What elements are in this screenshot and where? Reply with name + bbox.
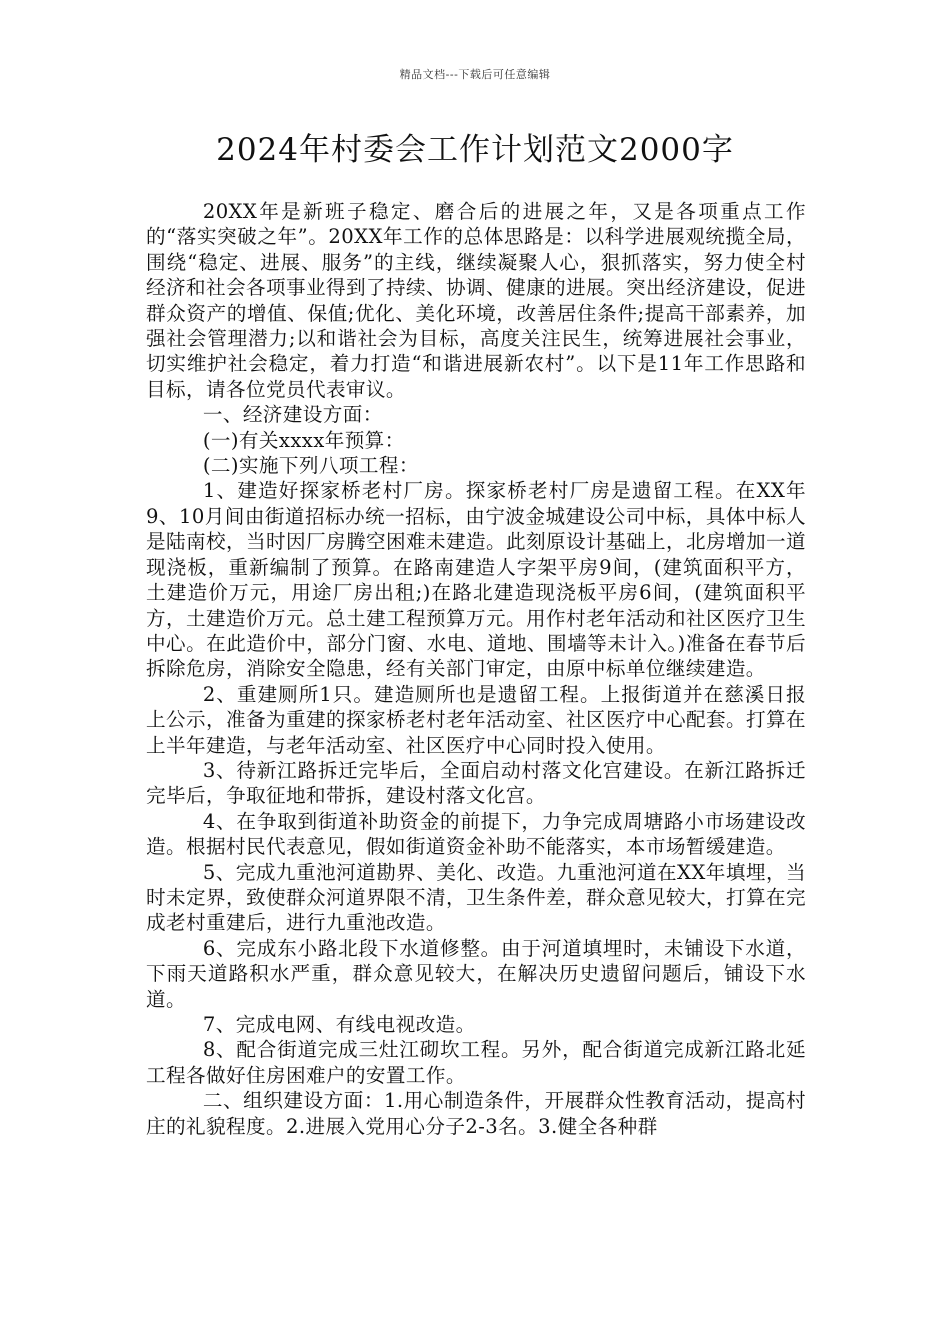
page-header-note: 精品文档---下载后可任意编辑 [399, 68, 551, 81]
paragraph-project-3: 3、待新江路拆迁完毕后，全面启动村落文化宫建设。在新江路拆迁完毕后，争取征地和带拆，建设村落文化宫。 [146, 758, 806, 808]
subheading-budget: (一)有关xxxx年预算： [202, 428, 405, 452]
paragraph-intro: 20XX年是新班子稳定、磨合后的进展之年，又是各项重点工作的“落实突破之年”。20XX年工作的总体思路是：以科学进展观统揽全局，围绕“稳定、进展、服务”的主线，继续凝聚人心，狠抓落实，努力使全村经济和社会各项事业得到了持续、协调、健康的进展。突出经济建设，促进群众资产的增值、保值;优化、美化环境，改善居住条件;提高干部素养，加强社会管理潜力;以和谐社会为目标，高度关注民生，统筹进展社会事业，切实维护社会稳定，着力打造“和谐进展新农村”。以下是11年工作思路和目标，请各位党员代表审议。 [146, 200, 806, 401]
document-title: 2024年村委会工作计划范文2000字 [216, 132, 734, 168]
paragraph-project-6: 6、完成东小路北段下水道修整。由于河道填埋时，未铺设下水道，下雨天道路积水严重，群众意见较大，在解决历史遗留问题后，铺设下水道。 [146, 936, 806, 1011]
section-heading-organization: 二、组织建设方面：1.用心制造条件，开展群众性教育活动，提高村庄的礼貌程度。2.进展入党用心分子2-3名。3.健全各种群 [146, 1089, 806, 1138]
paragraph-project-1: 1、建造好探家桥老村厂房。探家桥老村厂房是遗留工程。在XX年9、10月间由街道招标办统一招标，由宁波金城建设公司中标，具体中标人是陆南校，当时因厂房腾空困难未建造。此刻原设计基础上，北房增加一道现浇板，重新编制了预算。在路南建造人字架平房9间，(建筑面积平方，土建造价万元，用途厂房出租;)在路北建造现浇板平房6间，(建筑面积平方，土建造价万元。总土建工程预算万元。用作村老年活动和社区医疗卫生中心。在此造价中，部分门窗、水电、道地、围墙等未计入。)准备在春节后拆除危房，消除安全隐患，经有关部门审定，由原中标单位继续建造。 [146, 479, 806, 681]
paragraph-project-7: 7、完成电网、有线电视改造。 [202, 1013, 476, 1036]
document-body [146, 199, 806, 1139]
section-heading-economy: 一、经济建设方面： [202, 403, 383, 427]
paragraph-project-5: 5、完成九重池河道勘界、美化、改造。九重池河道在XX年填埋，当时未定界，致使群众河道界限不清，卫生条件差，群众意见较大，打算在完成老村重建后，进行九重池改造。 [146, 860, 806, 935]
paragraph-project-8: 8、配合街道完成三灶江砌坎工程。另外，配合街道完成新江路北延工程各做好住房困难户的安置工作。 [146, 1038, 806, 1087]
paragraph-project-4: 4、在争取到街道补助资金的前提下，力争完成周塘路小市场建设改造。根据村民代表意见，假如街道资金补助不能落实，本市场暂缓建造。 [146, 809, 806, 859]
paragraph-project-2: 2、重建厕所1只。建造厕所也是遗留工程。上报街道并在慈溪日报上公示，准备为重建的探家桥老村老年活动室、社区医疗中心配套。打算在上半年建造，与老年活动室、社区医疗中心同时投入使用。 [146, 682, 806, 757]
subheading-projects: (二)实施下列八项工程： [202, 454, 419, 478]
